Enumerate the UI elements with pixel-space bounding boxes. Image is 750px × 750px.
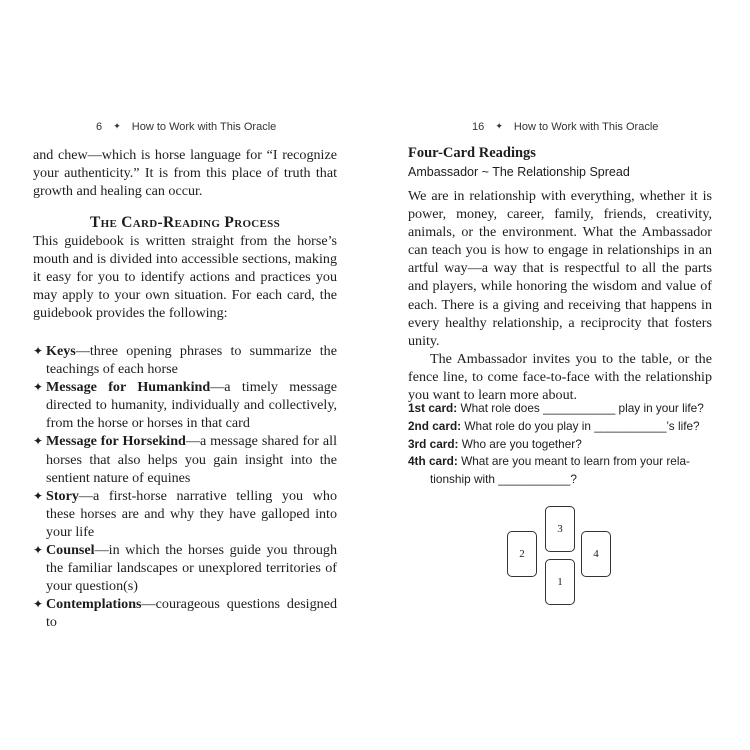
ornament-icon: ✦ [113,121,121,131]
list-item-term: Message for Horsekind [46,433,186,450]
spread-card-3: 3 [545,506,575,552]
prompt-line [408,436,718,454]
bullet-icon: ✦ [33,543,44,558]
right-page [375,0,750,750]
bullet-icon: ✦ [33,488,44,503]
list-item-term: Story [46,487,79,504]
right-page-number: 16 [472,121,485,133]
list-item [33,595,337,631]
spread-card-1: 1 [545,559,575,605]
bullet-icon: ✦ [33,434,44,449]
prompt-text: What are you meant to learn from your rela- [457,454,690,469]
card-prompts [408,400,718,489]
ornament-icon: ✦ [495,121,503,131]
list-item-text: —a message shared for all horses that also helps you gain insight into the sentient nature of equines [46,433,337,486]
list-item [33,541,337,595]
section-subtitle: Ambassador ~ The Relationship Spread [408,165,630,179]
opening-paragraph: and chew—which is horse language for “I recognize your authenticity.” It is from this place of truth that growth and healing can occur. [33,147,337,200]
list-item-term: Keys [46,343,76,359]
list-item-term: Contemplations [46,596,142,613]
bullet-icon: ✦ [33,380,44,395]
left-opening-paragraph-block [33,146,337,200]
list-item-text: —courageous questions designed to [46,596,337,631]
prompt-text: What role does ___________ play in your life? [457,401,704,415]
list-item-term: Message for Humankind [46,379,211,396]
left-section-block [33,214,337,322]
prompt-text: Who are you together? [458,436,582,451]
paragraph-2: The Ambassador invites you to the table, or the fence line, to come face-to-face with the relationship you want to learn more about. [408,350,712,404]
prompt-label: 3rd card: [408,436,459,451]
left-page-number: 6 [96,121,103,133]
list-item [33,487,337,541]
prompt-label: 4th card: [408,454,458,469]
list-item-text: —a first-horse narrative telling you who these horses are and why they have galloped into your life [46,487,337,540]
bullet-icon: ✦ [33,344,44,358]
prompt-line [408,418,718,436]
intro-paragraph: This guidebook is written straight from the horse’s mouth and is divided into accessible sections, making it easy for you to identify actions and practices you may apply to your own situation. For each card, the guidebook provides the following: [33,233,337,322]
list-item-text: —a timely message directed to humanity, individually and collectively, from the horse or horses in that card [46,379,337,432]
left-running-title: How to Work with This Oracle [131,121,277,133]
right-running-title: How to Work with This Oracle [513,121,659,133]
section-title: Four-Card Readings [408,145,536,161]
list-item [33,378,337,432]
right-body-block [408,187,712,404]
list-item [33,342,337,378]
list-item [33,432,337,486]
spread-card-2: 2 [507,531,537,577]
feature-list [33,342,337,632]
section-heading: The Card-Reading Process [89,214,281,231]
prompt-line [408,453,718,471]
list-item-term: Counsel [46,542,95,559]
list-item-text: —in which the horses guide you through the familiar landscapes or unexplored territories of your question(s) [46,542,337,595]
bullet-icon: ✦ [33,597,44,612]
prompt-line [408,400,718,418]
right-running-head [472,121,658,133]
list-item-text: —three opening phrases to summarize the teachings of each horse [46,343,337,378]
spread-card-4: 4 [581,531,611,577]
prompt-text: What role do you play in ___________’s life? [461,418,700,433]
prompt-label: 1st card: [408,401,458,415]
paragraph-1: We are in relationship with everything, whether it is power, money, career, family, friends, creativity, animals, or the environment. What the Ambassador can teach you is how to engage in relationships in an artful way—a way that is respectful to all the parts and players, while honoring the wisdom and value of each. There is a giving and receiving that happens in every healthy relationship, a reciprocity that fosters unity. [408,188,712,349]
prompt-label: 2nd card: [408,418,462,433]
feature-list-block [33,342,337,632]
left-running-head [96,121,276,133]
prompt-continuation: tionship with ___________? [430,472,577,487]
